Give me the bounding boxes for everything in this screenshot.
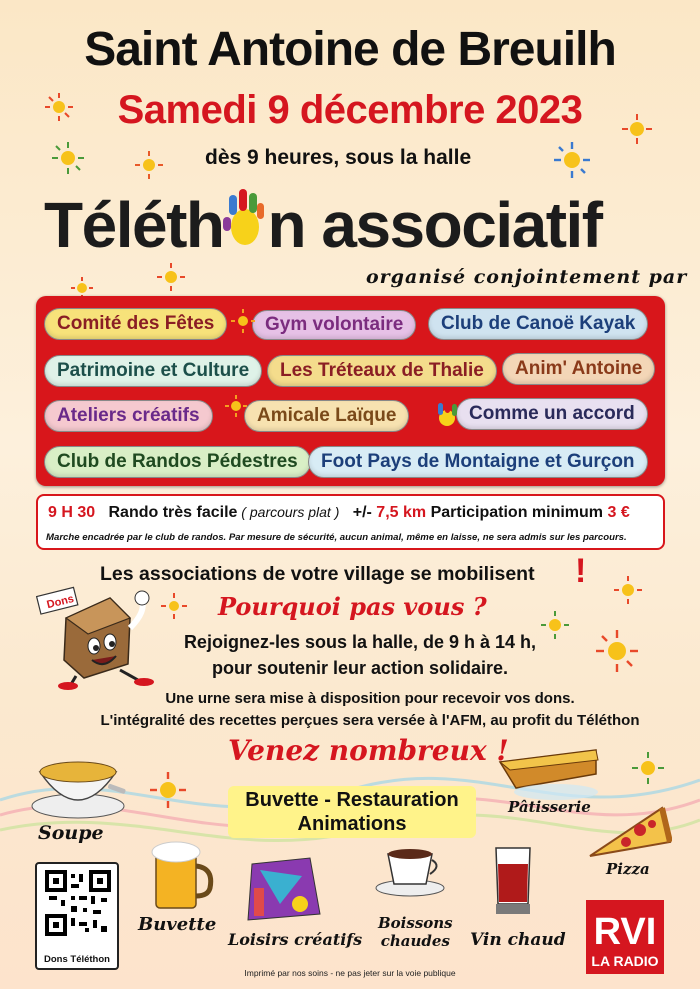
associations-panel	[36, 296, 665, 486]
coffee-cup-icon	[374, 844, 446, 898]
pourquoi-pas-vous: Pourquoi pas vous ?	[218, 592, 487, 621]
event-location-title: Saint Antoine de Breuilh	[84, 23, 616, 76]
sun-icon	[630, 750, 666, 786]
association-pill: Ateliers créatifs	[44, 400, 213, 432]
sun-icon	[612, 574, 644, 606]
buvette-line-2: Animations	[297, 813, 407, 835]
association-pill: Patrimoine et Culture	[44, 355, 262, 387]
mascot-sign-text: Dons	[45, 592, 76, 612]
telethon-hand-logo	[223, 197, 267, 253]
event-time: dès 9 heures, sous la halle	[205, 146, 472, 169]
association-pill: Comme un accord	[456, 398, 648, 430]
association-pill: Amicale Laïque	[244, 400, 409, 432]
mobilise-text: Les associations de votre village se mobilisent	[100, 563, 535, 585]
rando-price: 3 €	[607, 504, 630, 521]
buvette-line-1: Buvette - Restauration	[245, 789, 459, 811]
rando-distance: 7,5 km	[376, 504, 427, 521]
radio-subtitle: LA RADIO	[591, 953, 659, 969]
beer-mug-icon	[148, 836, 218, 912]
sun-icon	[594, 628, 640, 674]
pie-slice-icon	[496, 740, 602, 802]
rando-paren-open: (	[237, 504, 250, 520]
rando-note: Marche encadrée par le club de randos. Par mesure de sécurité, aucun animal, même en laisse, ne sera admis sur les parcours.	[46, 532, 627, 543]
pizza-label: Pizza	[606, 860, 650, 878]
rando-details	[48, 504, 630, 522]
sun-icon	[134, 150, 164, 180]
sun-icon	[552, 140, 592, 180]
rando-participation-label: Participation minimum	[430, 504, 604, 521]
soup-bowl-icon	[28, 746, 128, 822]
rvi-logo-icon	[584, 898, 666, 976]
event-name	[44, 188, 602, 262]
boissons-label: Boissons chaudes	[378, 914, 453, 950]
association-pill: Comité des Fêtes	[44, 308, 227, 340]
crafts-icon	[240, 854, 326, 924]
sun-icon	[148, 770, 188, 810]
rando-approx: +/-	[352, 504, 372, 521]
message-line-1: Rejoignez-les sous la halle, de 9 h à 14 h,	[183, 632, 537, 652]
rando-title: Rando très facile	[108, 504, 238, 521]
qr-code-label: Dons Téléthon	[44, 954, 110, 965]
event-name-part1: Téléth	[44, 189, 224, 261]
footer-note: Imprimé par nos soins - ne pas jeter sur la voie publique	[244, 968, 456, 978]
hand-logo-icon	[223, 187, 267, 251]
qr-code-donations[interactable]	[35, 862, 119, 970]
association-pill: Gym volontaire	[252, 310, 416, 340]
mulled-wine-glass-icon	[488, 842, 538, 926]
association-pill: Anim' Antoine	[502, 353, 655, 385]
sun-icon	[224, 394, 248, 418]
association-pill: Les Tréteaux de Thalie	[267, 355, 497, 387]
radio-name: RVI	[593, 911, 657, 953]
vin-chaud-label: Vin chaud	[470, 930, 566, 950]
message-line-4: L'intégralité des recettes perçues sera versée à l'AFM, au profit du Téléthon	[100, 712, 640, 729]
sun-icon	[50, 140, 86, 176]
association-pill: Club de Randos Pédestres	[44, 446, 311, 478]
buvette-restauration-box	[228, 786, 476, 838]
event-date: Samedi 9 décembre 2023	[117, 88, 583, 132]
hand-logo-icon	[432, 400, 462, 430]
message-line-2: pour soutenir leur action solidaire.	[211, 658, 509, 678]
buvette-label: Buvette	[138, 914, 217, 935]
rando-paren-close: )	[330, 504, 340, 520]
pizza-icon	[584, 802, 672, 862]
soupe-label: Soupe	[38, 822, 104, 844]
venez-nombreux: Venez nombreux !	[228, 734, 509, 767]
qr-code-icon	[45, 870, 111, 936]
event-name-part2: n associatif	[267, 189, 602, 261]
association-pill: Foot Pays de Montaigne et Gurçon	[308, 446, 648, 478]
patisserie-label: Pâtisserie	[508, 798, 591, 816]
donation-box-mascot	[36, 578, 162, 690]
loisirs-label: Loisirs créatifs	[228, 930, 363, 949]
rando-info-box	[36, 494, 665, 550]
message-line-3: Une urne sera mise à disposition pour recevoir vos dons.	[165, 690, 575, 707]
rando-time: 9 H 30	[48, 504, 96, 521]
sun-icon	[230, 308, 256, 334]
sun-icon	[160, 592, 188, 620]
exclamation-mark: !	[575, 552, 587, 590]
association-pill: Club de Canoë Kayak	[428, 308, 648, 340]
rando-terrain: parcours plat	[249, 504, 331, 520]
rvi-radio-logo	[584, 898, 666, 976]
sun-icon	[156, 262, 186, 292]
organized-by-label: organisé conjointement par	[366, 266, 688, 288]
